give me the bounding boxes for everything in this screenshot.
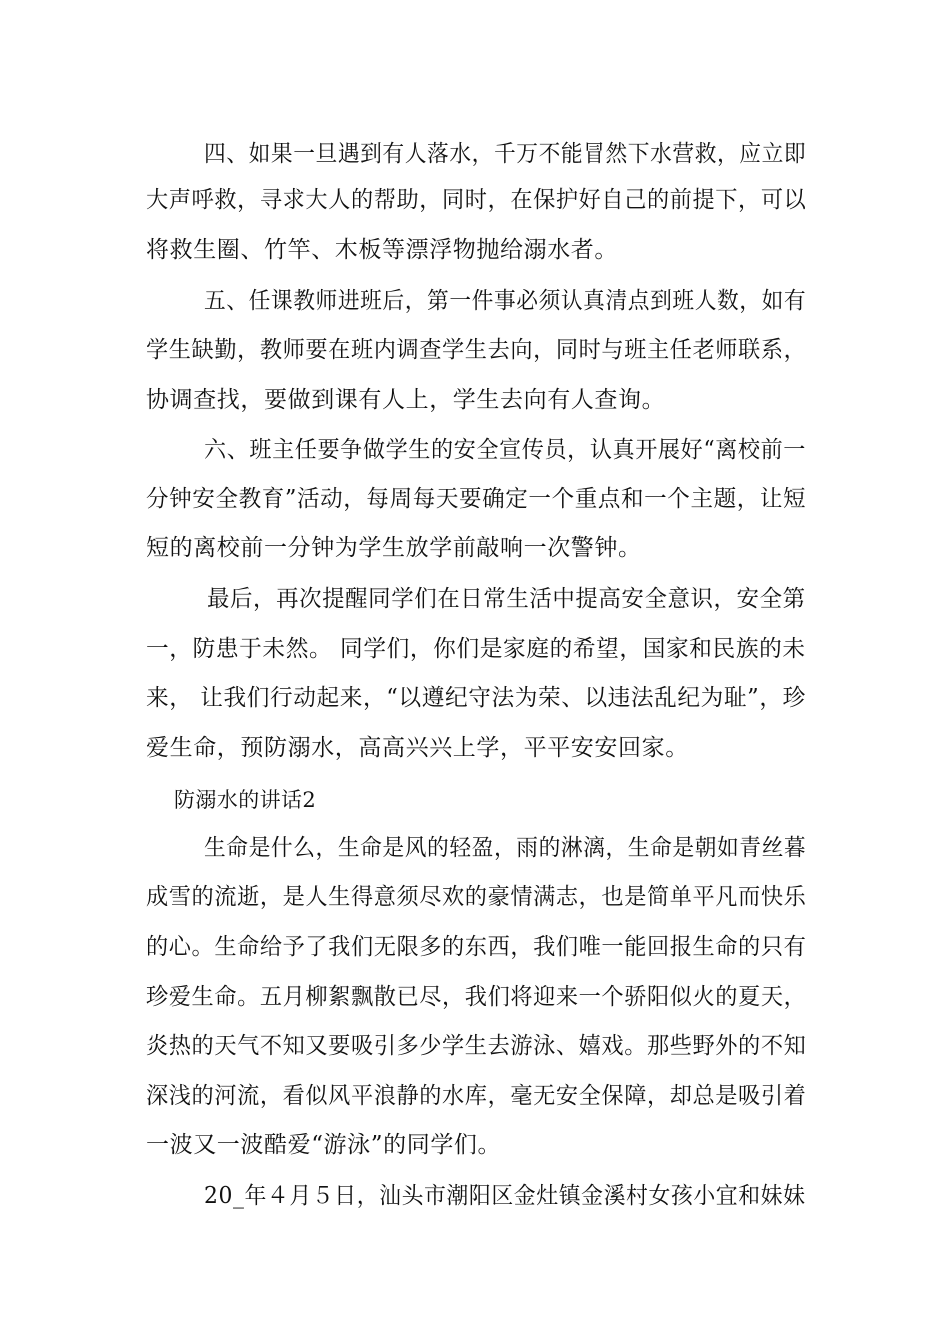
paragraph-6-line-1: 六、班主任要争做学生的安全宣传员，认真开展好“离校前一 (204, 437, 806, 463)
paragraph-date-line-1: 20_年４月５日，汕头市潮阳区金灶镇金溪村女孩小宜和妹妹 (204, 1183, 806, 1209)
paragraph-life-line-6: 深浅的河流，看似风平浪静的水库，毫无安全保障，却总是吸引着 (146, 1083, 807, 1109)
section-title: 防溺水的讲话2 (174, 788, 317, 812)
paragraph-6-line-2: 分钟安全教育”活动，每周每天要确定一个重点和一个主题，让短 (146, 486, 807, 512)
paragraph-4-line-3: 将救生圈、竹竿、木板等漂浮物抛给溺水者。 (146, 237, 618, 263)
paragraph-4-line-1: 四、如果一旦遇到有人落水，千万不能冒然下水营救，应立即 (204, 141, 807, 167)
paragraph-final-line-2: 一，防患于未然。 同学们，你们是家庭的希望，国家和民族的未 (146, 636, 806, 662)
paragraph-final-line-1: 最后，再次提醒同学们在日常生活中提高安全意识，安全第 (207, 586, 806, 612)
paragraph-final-line-3: 来， 让我们行动起来，“以遵纪守法为荣、以违法乱纪为耻”，珍 (146, 685, 806, 711)
paragraph-5-line-2: 学生缺勤，教师要在班内调查学生去向，同时与班主任老师联系， (146, 337, 807, 363)
paragraph-life-line-4: 珍爱生命。五月柳絮飘散已尽，我们将迎来一个骄阳似火的夏天， (146, 984, 807, 1010)
paragraph-6-line-3: 短的离校前一分钟为学生放学前敲响一次警钟。 (146, 535, 642, 561)
paragraph-5-line-1: 五、任课教师进班后，第一件事必须认真清点到班人数，如有 (204, 288, 807, 314)
paragraph-5-line-3: 协调查找，要做到课有人上，学生去向有人查询。 (146, 387, 666, 413)
paragraph-life-line-3: 的心。生命给予了我们无限多的东西，我们唯一能回报生命的只有 (146, 934, 807, 960)
paragraph-final-line-4: 爱生命，预防溺水，高高兴兴上学，平平安安回家。 (146, 735, 689, 761)
paragraph-life-line-2: 成雪的流逝，是人生得意须尽欢的豪情满志，也是简单平凡而快乐 (146, 884, 807, 910)
paragraph-4-line-2: 大声呼救，寻求大人的帮助，同时，在保护好自己的前提下，可以 (146, 187, 807, 213)
paragraph-life-line-5: 炎热的天气不知又要吸引多少学生去游泳、嬉戏。那些野外的不知 (146, 1033, 807, 1059)
paragraph-life-line-1: 生命是什么，生命是风的轻盈，雨的淋漓，生命是朝如青丝暮 (204, 835, 807, 861)
paragraph-life-line-7: 一波又一波酷爱“游泳”的同学们。 (146, 1132, 502, 1158)
